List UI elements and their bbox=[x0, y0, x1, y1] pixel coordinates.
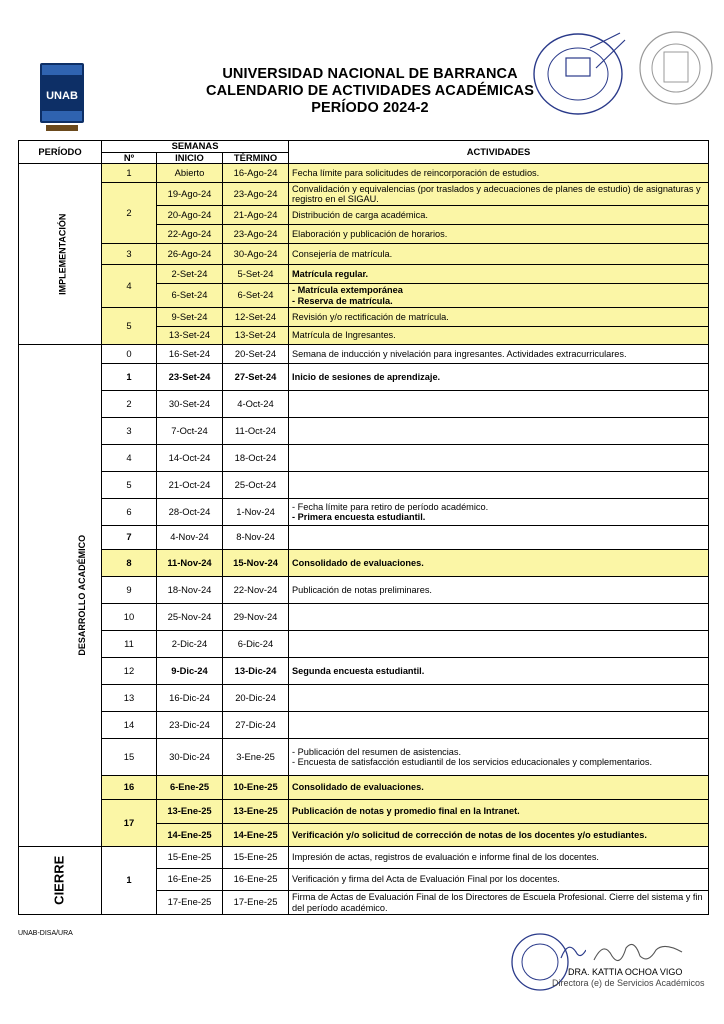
cell-termino: 27-Dic-24 bbox=[223, 712, 289, 739]
cell-inicio: 26-Ago-24 bbox=[157, 244, 223, 265]
cell-inicio: 7-Oct-24 bbox=[157, 418, 223, 445]
cell-termino: 12-Set-24 bbox=[223, 308, 289, 327]
cell-termino: 13-Dic-24 bbox=[223, 658, 289, 685]
cell-activity: Publicación de notas preliminares. bbox=[289, 577, 709, 604]
cell-activity: Firma de Actas de Evaluación Final de los Directores de Escuela Profesional. Cierre del sistema y fin del período académico. bbox=[289, 891, 709, 915]
signer-name: DRA. KATTIA OCHOA VIGO bbox=[568, 967, 683, 977]
cell-activity: Matrícula regular. bbox=[289, 265, 709, 284]
cell-termino: 1-Nov-24 bbox=[223, 499, 289, 526]
activity-line: - Publicación del resumen de asistencias. bbox=[292, 746, 462, 757]
cell-activity: Segunda encuesta estudiantil. bbox=[289, 658, 709, 685]
cell-num: 14 bbox=[102, 712, 157, 739]
cell-termino: 6-Set-24 bbox=[223, 284, 289, 308]
cell-activity: Inicio de sesiones de aprendizaje. bbox=[289, 364, 709, 391]
cell-inicio: 17-Ene-25 bbox=[157, 891, 223, 915]
title-line-2: CALENDARIO DE ACTIVIDADES ACADÉMICAS bbox=[206, 83, 534, 99]
table-row bbox=[19, 776, 709, 800]
cell-termino: 27-Set-24 bbox=[223, 364, 289, 391]
cell-num: 4 bbox=[102, 445, 157, 472]
cell-termino: 16-Ago-24 bbox=[223, 164, 289, 183]
cell-num: 5 bbox=[102, 308, 157, 345]
cell-num: 17 bbox=[102, 800, 157, 847]
cell-inicio: 30-Set-24 bbox=[157, 391, 223, 418]
cell-termino: 17-Ene-25 bbox=[223, 891, 289, 915]
activity-line: - Primera encuesta estudiantil. bbox=[292, 512, 426, 522]
cell-activity: Impresión de actas, registros de evaluación e informe final de los docentes. bbox=[289, 847, 709, 869]
cell-inicio: 14-Oct-24 bbox=[157, 445, 223, 472]
cell-num: 1 bbox=[102, 164, 157, 183]
cell-termino: 8-Nov-24 bbox=[223, 526, 289, 550]
cell-activity: Distribución de carga académica. bbox=[289, 206, 709, 225]
table-row bbox=[19, 472, 709, 499]
table-row bbox=[19, 604, 709, 631]
cell-num: 13 bbox=[102, 685, 157, 712]
cell-inicio: 22-Ago-24 bbox=[157, 225, 223, 244]
activities-calendar-table bbox=[18, 140, 709, 915]
cell-inicio: 23-Dic-24 bbox=[157, 712, 223, 739]
activity-line: - Fecha límite para retiro de período académico. bbox=[292, 501, 489, 512]
table-row bbox=[19, 364, 709, 391]
document-title bbox=[160, 66, 580, 117]
cell-activity bbox=[289, 499, 709, 526]
cell-termino: 6-Dic-24 bbox=[223, 631, 289, 658]
cell-num: 12 bbox=[102, 658, 157, 685]
title-line-3: PERÍODO 2024-2 bbox=[311, 100, 429, 116]
cell-activity bbox=[289, 685, 709, 712]
cell-termino: 13-Ene-25 bbox=[223, 800, 289, 824]
table-row bbox=[19, 685, 709, 712]
cell-activity: Fecha límite para solicitudes de reincorporación de estudios. bbox=[289, 164, 709, 183]
cell-activity: Consolidado de evaluaciones. bbox=[289, 776, 709, 800]
cell-inicio: 20-Ago-24 bbox=[157, 206, 223, 225]
cell-activity bbox=[289, 631, 709, 658]
cell-termino: 10-Ene-25 bbox=[223, 776, 289, 800]
cell-inicio: 13-Ene-25 bbox=[157, 800, 223, 824]
table-row bbox=[19, 526, 709, 550]
table-row bbox=[19, 308, 709, 327]
cell-termino: 11-Oct-24 bbox=[223, 418, 289, 445]
cell-num: 7 bbox=[102, 526, 157, 550]
cell-num: 2 bbox=[102, 183, 157, 244]
cell-num: 10 bbox=[102, 604, 157, 631]
cell-activity bbox=[289, 739, 709, 776]
cell-termino: 25-Oct-24 bbox=[223, 472, 289, 499]
cell-activity bbox=[289, 391, 709, 418]
cell-termino: 4-Oct-24 bbox=[223, 391, 289, 418]
unab-logo bbox=[38, 63, 86, 133]
table-row bbox=[19, 847, 709, 869]
cell-termino: 3-Ene-25 bbox=[223, 739, 289, 776]
cell-activity: Consolidado de evaluaciones. bbox=[289, 550, 709, 577]
cell-activity bbox=[289, 284, 709, 308]
cell-inicio: Abierto bbox=[157, 164, 223, 183]
header-inicio: INICIO bbox=[157, 152, 223, 164]
header-termino: TÉRMINO bbox=[223, 152, 289, 164]
cell-activity: Verificación y/o solicitud de corrección de notas de los docentes y/o estudiantes. bbox=[289, 824, 709, 847]
period-implementacion: IMPLEMENTACIÓN bbox=[19, 164, 102, 345]
cell-activity bbox=[289, 712, 709, 739]
cell-num: 16 bbox=[102, 776, 157, 800]
cell-activity: Consejería de matrícula. bbox=[289, 244, 709, 265]
cell-inicio: 2-Set-24 bbox=[157, 265, 223, 284]
cell-termino: 23-Ago-24 bbox=[223, 183, 289, 206]
cell-activity: Elaboración y publicación de horarios. bbox=[289, 225, 709, 244]
vicepresidency-stamp bbox=[530, 28, 628, 118]
cell-inicio: 23-Set-24 bbox=[157, 364, 223, 391]
cell-activity: Semana de inducción y nivelación para ingresantes. Actividades extracurriculares. bbox=[289, 345, 709, 364]
table-row bbox=[19, 577, 709, 604]
cell-termino: 23-Ago-24 bbox=[223, 225, 289, 244]
cell-inicio: 4-Nov-24 bbox=[157, 526, 223, 550]
header-semanas: SEMANAS bbox=[102, 141, 289, 153]
table-row bbox=[19, 739, 709, 776]
cell-activity bbox=[289, 604, 709, 631]
cell-termino: 20-Set-24 bbox=[223, 345, 289, 364]
table-row bbox=[19, 712, 709, 739]
activity-line: - Matrícula extemporánea bbox=[292, 285, 403, 295]
table-row bbox=[19, 658, 709, 685]
cell-inicio: 21-Oct-24 bbox=[157, 472, 223, 499]
cell-inicio: 13-Set-24 bbox=[157, 327, 223, 345]
cell-activity: Revisión y/o rectificación de matrícula. bbox=[289, 308, 709, 327]
cell-inicio: 9-Dic-24 bbox=[157, 658, 223, 685]
cell-inicio: 16-Ene-25 bbox=[157, 869, 223, 891]
table-row bbox=[19, 265, 709, 284]
cell-termino: 18-Oct-24 bbox=[223, 445, 289, 472]
cell-termino: 30-Ago-24 bbox=[223, 244, 289, 265]
table-row bbox=[19, 418, 709, 445]
cell-inicio: 11-Nov-24 bbox=[157, 550, 223, 577]
cell-termino: 5-Set-24 bbox=[223, 265, 289, 284]
table-row bbox=[19, 800, 709, 824]
table-row bbox=[19, 445, 709, 472]
cell-num: 4 bbox=[102, 265, 157, 308]
cell-termino: 29-Nov-24 bbox=[223, 604, 289, 631]
table-row bbox=[19, 499, 709, 526]
cell-termino: 15-Nov-24 bbox=[223, 550, 289, 577]
header-num: Nº bbox=[102, 152, 157, 164]
cell-num: 15 bbox=[102, 739, 157, 776]
cell-inicio: 6-Set-24 bbox=[157, 284, 223, 308]
cell-inicio: 16-Set-24 bbox=[157, 345, 223, 364]
table-row bbox=[19, 244, 709, 265]
cell-inicio: 2-Dic-24 bbox=[157, 631, 223, 658]
cell-termino: 21-Ago-24 bbox=[223, 206, 289, 225]
cell-num: 9 bbox=[102, 577, 157, 604]
table-row bbox=[19, 550, 709, 577]
header-actividades: ACTIVIDADES bbox=[289, 141, 709, 164]
cell-num: 1 bbox=[102, 364, 157, 391]
cell-num: 11 bbox=[102, 631, 157, 658]
signature bbox=[590, 938, 690, 966]
cell-num: 8 bbox=[102, 550, 157, 577]
activity-line: - Reserva de matrícula. bbox=[292, 295, 393, 306]
cell-inicio: 16-Dic-24 bbox=[157, 685, 223, 712]
cell-termino: 22-Nov-24 bbox=[223, 577, 289, 604]
cell-inicio: 30-Dic-24 bbox=[157, 739, 223, 776]
activity-line: - Encuesta de satisfacción estudiantil de los servicios educacionales y complementarios. bbox=[292, 757, 653, 767]
cell-num: 3 bbox=[102, 244, 157, 265]
cell-activity bbox=[289, 472, 709, 499]
cell-inicio: 6-Ene-25 bbox=[157, 776, 223, 800]
cell-inicio: 14-Ene-25 bbox=[157, 824, 223, 847]
signer-role: Directora (e) de Servicios Académicos bbox=[552, 978, 705, 988]
header-periodo: PERÍODO bbox=[19, 141, 102, 164]
cell-termino: 14-Ene-25 bbox=[223, 824, 289, 847]
table-row bbox=[19, 391, 709, 418]
title-line-1: UNIVERSIDAD NACIONAL DE BARRANCA bbox=[222, 66, 518, 82]
cell-inicio: 28-Oct-24 bbox=[157, 499, 223, 526]
cell-activity bbox=[289, 418, 709, 445]
period-cierre: CIERRE bbox=[19, 847, 102, 915]
cell-termino: 16-Ene-25 bbox=[223, 869, 289, 891]
cell-inicio: 15-Ene-25 bbox=[157, 847, 223, 869]
document-code: UNAB-DISA/URA bbox=[18, 930, 73, 937]
cell-num: 0 bbox=[102, 345, 157, 364]
table-row bbox=[19, 164, 709, 183]
period-desarrollo: DESARROLLO ACADÉMICO bbox=[19, 345, 102, 847]
cell-termino: 13-Set-24 bbox=[223, 327, 289, 345]
table-row bbox=[19, 183, 709, 206]
cell-inicio: 25-Nov-24 bbox=[157, 604, 223, 631]
cell-termino: 20-Dic-24 bbox=[223, 685, 289, 712]
cell-num: 2 bbox=[102, 391, 157, 418]
cell-activity bbox=[289, 445, 709, 472]
cell-inicio: 18-Nov-24 bbox=[157, 577, 223, 604]
cell-activity: Matrícula de Ingresantes. bbox=[289, 327, 709, 345]
cell-num: 1 bbox=[102, 847, 157, 915]
svg-text:UNAB: UNAB bbox=[46, 90, 78, 102]
vobo-stamp bbox=[636, 28, 716, 108]
cell-activity: Verificación y firma del Acta de Evaluación Final por los docentes. bbox=[289, 869, 709, 891]
cell-num: 5 bbox=[102, 472, 157, 499]
cell-num: 3 bbox=[102, 418, 157, 445]
cell-termino: 15-Ene-25 bbox=[223, 847, 289, 869]
cell-activity bbox=[289, 526, 709, 550]
cell-inicio: 19-Ago-24 bbox=[157, 183, 223, 206]
cell-activity: Convalidación y equivalencias (por traslados y adecuaciones de planes de estudio) de asignaturas y registro en el SIGAU. bbox=[289, 183, 709, 206]
cell-inicio: 9-Set-24 bbox=[157, 308, 223, 327]
cell-activity: Publicación de notas y promedio final en la Intranet. bbox=[289, 800, 709, 824]
table-row bbox=[19, 631, 709, 658]
table-row bbox=[19, 345, 709, 364]
cell-num: 6 bbox=[102, 499, 157, 526]
